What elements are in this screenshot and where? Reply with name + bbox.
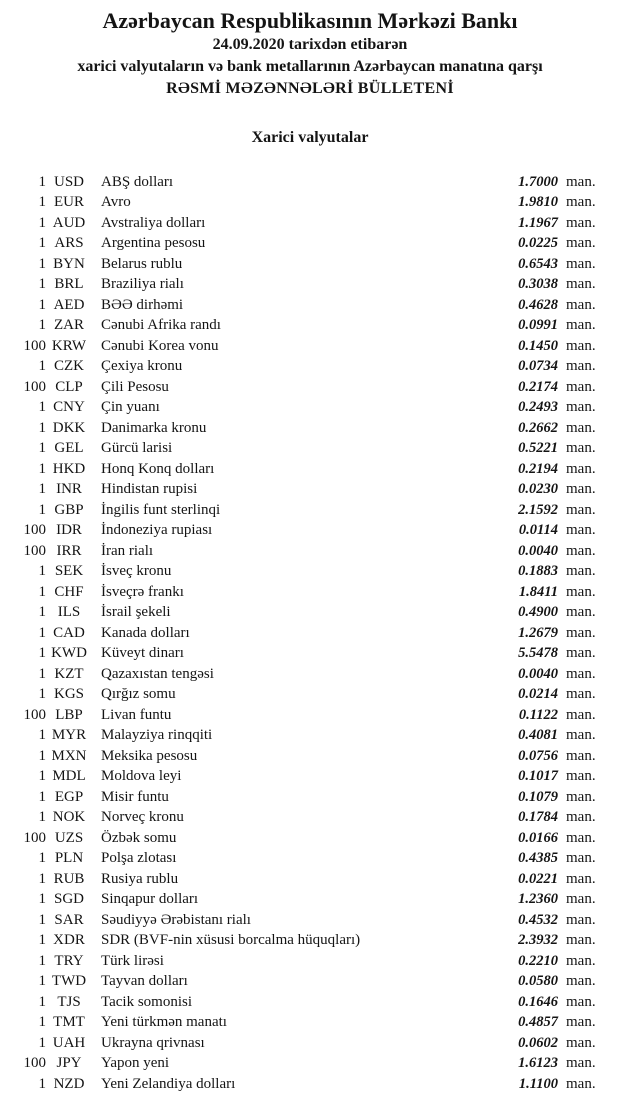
- currency-name: Meksika pesosu: [92, 746, 473, 767]
- currency-rate: 0.1784: [473, 807, 558, 828]
- currency-name: Misir funtu: [92, 787, 473, 808]
- currency-code: USD: [46, 172, 92, 193]
- currency-row: [0, 520, 620, 541]
- currency-unit-label: man.: [558, 807, 620, 828]
- currency-name: İndoneziya rupiası: [92, 520, 473, 541]
- bank-name-title: Azərbaycan Respublikasının Mərkəzi Bankı: [0, 8, 620, 34]
- currency-row: [0, 541, 620, 562]
- currency-rate: 0.0214: [473, 684, 558, 705]
- currency-quantity: 1: [0, 807, 46, 828]
- currency-quantity: 1: [0, 664, 46, 685]
- effective-date-line: 24.09.2020 tarixdən etibarən: [0, 34, 620, 56]
- currency-code: PLN: [46, 848, 92, 869]
- currency-row: [0, 643, 620, 664]
- currency-quantity: 100: [0, 520, 46, 541]
- currency-name: Səudiyyə Ərəbistanı rialı: [92, 910, 473, 931]
- currency-row: [0, 787, 620, 808]
- currency-row: [0, 274, 620, 295]
- currency-unit-label: man.: [558, 725, 620, 746]
- currency-name: Özbək somu: [92, 828, 473, 849]
- currency-rate: 0.0221: [473, 869, 558, 890]
- currency-code: SAR: [46, 910, 92, 931]
- currency-rate: 0.0734: [473, 356, 558, 377]
- currency-code: RUB: [46, 869, 92, 890]
- currency-name: Norveç kronu: [92, 807, 473, 828]
- currency-code: MYR: [46, 725, 92, 746]
- currency-quantity: 100: [0, 336, 46, 357]
- currency-rate: 0.0114: [473, 520, 558, 541]
- currency-quantity: 1: [0, 889, 46, 910]
- currency-unit-label: man.: [558, 889, 620, 910]
- currency-rate: 0.0230: [473, 479, 558, 500]
- currency-quantity: 100: [0, 541, 46, 562]
- currency-quantity: 1: [0, 397, 46, 418]
- exchange-rates-table: [0, 151, 620, 1094]
- currency-unit-label: man.: [558, 274, 620, 295]
- currency-row: [0, 151, 620, 172]
- currency-row: [0, 869, 620, 890]
- currency-code: CLP: [46, 377, 92, 398]
- currency-name: Moldova leyi: [92, 766, 473, 787]
- currency-quantity: 1: [0, 1074, 46, 1094]
- currency-row: [0, 582, 620, 603]
- currency-unit-label: man.: [558, 336, 620, 357]
- currency-unit-label: man.: [558, 233, 620, 254]
- currency-unit-label: man.: [558, 869, 620, 890]
- currency-name: İngilis funt sterlinqi: [92, 500, 473, 521]
- currency-name: Sinqapur dolları: [92, 889, 473, 910]
- currency-code: GEL: [46, 438, 92, 459]
- currency-code: KGS: [46, 684, 92, 705]
- currency-unit-label: man.: [558, 377, 620, 398]
- currency-row: [0, 1033, 620, 1054]
- currency-rate: 0.2174: [473, 377, 558, 398]
- currency-row: [0, 254, 620, 275]
- currency-quantity: 1: [0, 643, 46, 664]
- currency-name: Yeni türkmən manatı: [92, 1012, 473, 1033]
- currency-unit-label: man.: [558, 254, 620, 275]
- currency-row: [0, 459, 620, 480]
- currency-name: Belarus rublu: [92, 254, 473, 275]
- currency-unit-label: man.: [558, 971, 620, 992]
- currency-rate: 0.2662: [473, 418, 558, 439]
- currency-name: Avstraliya dolları: [92, 213, 473, 234]
- currency-row: [0, 315, 620, 336]
- currency-quantity: 1: [0, 295, 46, 316]
- currency-quantity: 1: [0, 992, 46, 1013]
- currency-code: ILS: [46, 602, 92, 623]
- currency-quantity: 100: [0, 828, 46, 849]
- currency-quantity: 1: [0, 869, 46, 890]
- currency-row: [0, 951, 620, 972]
- currency-row: [0, 828, 620, 849]
- currency-quantity: 1: [0, 192, 46, 213]
- currency-name: Çexiya kronu: [92, 356, 473, 377]
- currency-row: [0, 623, 620, 644]
- currency-quantity: 1: [0, 582, 46, 603]
- currency-unit-label: man.: [558, 746, 620, 767]
- currency-unit-label: man.: [558, 602, 620, 623]
- currency-unit-label: man.: [558, 766, 620, 787]
- currency-unit-label: man.: [558, 828, 620, 849]
- currency-code: CNY: [46, 397, 92, 418]
- currency-quantity: 1: [0, 254, 46, 275]
- currency-name: İsrail şekeli: [92, 602, 473, 623]
- currency-name: Honq Konq dolları: [92, 459, 473, 480]
- currency-row: [0, 213, 620, 234]
- currency-unit-label: man.: [558, 705, 620, 726]
- currency-unit-label: man.: [558, 1053, 620, 1074]
- currency-unit-label: man.: [558, 541, 620, 562]
- currency-row: [0, 746, 620, 767]
- currency-unit-label: man.: [558, 520, 620, 541]
- currency-code: IDR: [46, 520, 92, 541]
- currency-rate: 0.1883: [473, 561, 558, 582]
- currency-rate: 0.4532: [473, 910, 558, 931]
- currency-name: SDR (BVF-nin xüsusi borcalma hüquqları): [92, 930, 473, 951]
- currency-name: Küveyt dinarı: [92, 643, 473, 664]
- currency-name: İsveç kronu: [92, 561, 473, 582]
- currency-code: XDR: [46, 930, 92, 951]
- currency-unit-label: man.: [558, 582, 620, 603]
- currency-quantity: 1: [0, 725, 46, 746]
- currency-row: [0, 766, 620, 787]
- currency-name: Hindistan rupisi: [92, 479, 473, 500]
- currency-name: Türk lirəsi: [92, 951, 473, 972]
- currency-name: Yeni Zelandiya dolları: [92, 1074, 473, 1094]
- currency-name: Livan funtu: [92, 705, 473, 726]
- currency-row: [0, 971, 620, 992]
- currency-row: [0, 500, 620, 521]
- currency-row: [0, 192, 620, 213]
- currency-unit-label: man.: [558, 172, 620, 193]
- currency-rate: 0.0580: [473, 971, 558, 992]
- currency-name: Rusiya rublu: [92, 869, 473, 890]
- currency-code: TJS: [46, 992, 92, 1013]
- currency-name: Çin yuanı: [92, 397, 473, 418]
- currency-row: [0, 1012, 620, 1033]
- currency-name: Cənubi Afrika randı: [92, 315, 473, 336]
- currency-rate: 0.0991: [473, 315, 558, 336]
- currency-rate: 1.1967: [473, 213, 558, 234]
- currency-quantity: 1: [0, 848, 46, 869]
- currency-quantity: 1: [0, 787, 46, 808]
- currency-row: [0, 910, 620, 931]
- currency-quantity: 1: [0, 274, 46, 295]
- currency-rate: 1.2360: [473, 889, 558, 910]
- currency-unit-label: man.: [558, 438, 620, 459]
- currency-code: DKK: [46, 418, 92, 439]
- currency-rate: 0.2493: [473, 397, 558, 418]
- currency-code: CHF: [46, 582, 92, 603]
- currency-unit-label: man.: [558, 1012, 620, 1033]
- currency-row: [0, 725, 620, 746]
- currency-name: Tayvan dolları: [92, 971, 473, 992]
- currency-quantity: 1: [0, 910, 46, 931]
- currency-code: TWD: [46, 971, 92, 992]
- currency-unit-label: man.: [558, 1033, 620, 1054]
- currency-name: Avro: [92, 192, 473, 213]
- currency-unit-label: man.: [558, 213, 620, 234]
- currency-row: [0, 602, 620, 623]
- currency-unit-label: man.: [558, 623, 620, 644]
- currency-quantity: 1: [0, 172, 46, 193]
- currency-row: [0, 397, 620, 418]
- currency-code: SEK: [46, 561, 92, 582]
- currency-code: UAH: [46, 1033, 92, 1054]
- currency-name: Gürcü larisi: [92, 438, 473, 459]
- currency-row: [0, 1053, 620, 1074]
- currency-name: Polşa zlotası: [92, 848, 473, 869]
- currency-row: [0, 848, 620, 869]
- currency-unit-label: man.: [558, 479, 620, 500]
- currency-unit-label: man.: [558, 356, 620, 377]
- currency-quantity: 1: [0, 1033, 46, 1054]
- currency-unit-label: man.: [558, 561, 620, 582]
- currency-quantity: 1: [0, 356, 46, 377]
- currency-name: Kanada dolları: [92, 623, 473, 644]
- currency-rate: 0.2194: [473, 459, 558, 480]
- currency-quantity: 1: [0, 233, 46, 254]
- currency-code: KRW: [46, 336, 92, 357]
- currency-rate: 5.5478: [473, 643, 558, 664]
- currency-row: [0, 295, 620, 316]
- currency-quantity: 1: [0, 684, 46, 705]
- currency-rate: 0.0166: [473, 828, 558, 849]
- currency-code: GBP: [46, 500, 92, 521]
- currency-code: KZT: [46, 664, 92, 685]
- currency-name: İsveçrə frankı: [92, 582, 473, 603]
- currency-code: MDL: [46, 766, 92, 787]
- currency-unit-label: man.: [558, 397, 620, 418]
- currency-quantity: 1: [0, 1012, 46, 1033]
- currency-rate: 0.4900: [473, 602, 558, 623]
- currency-unit-label: man.: [558, 500, 620, 521]
- currency-name: Qırğız somu: [92, 684, 473, 705]
- currency-quantity: 100: [0, 705, 46, 726]
- currency-row: [0, 438, 620, 459]
- currency-rate: 0.1017: [473, 766, 558, 787]
- currency-quantity: 1: [0, 438, 46, 459]
- currency-quantity: 1: [0, 500, 46, 521]
- currency-quantity: 1: [0, 746, 46, 767]
- currency-quantity: 1: [0, 213, 46, 234]
- currency-quantity: 1: [0, 479, 46, 500]
- currency-unit-label: man.: [558, 848, 620, 869]
- currency-row: [0, 418, 620, 439]
- currency-code: UZS: [46, 828, 92, 849]
- currency-rate: 0.4857: [473, 1012, 558, 1033]
- currency-name: Ukrayna qrivnası: [92, 1033, 473, 1054]
- currency-code: ARS: [46, 233, 92, 254]
- currency-code: CZK: [46, 356, 92, 377]
- currency-code: CAD: [46, 623, 92, 644]
- currency-unit-label: man.: [558, 295, 620, 316]
- currency-code: KWD: [46, 643, 92, 664]
- currency-name: Cənubi Korea vonu: [92, 336, 473, 357]
- currency-row: [0, 684, 620, 705]
- currency-quantity: 1: [0, 315, 46, 336]
- currency-rate: 0.3038: [473, 274, 558, 295]
- currency-rate: 0.1450: [473, 336, 558, 357]
- currency-name: Yapon yeni: [92, 1053, 473, 1074]
- currency-rate: 0.0040: [473, 541, 558, 562]
- currency-unit-label: man.: [558, 664, 620, 685]
- currency-row: [0, 664, 620, 685]
- currency-rate: 0.0602: [473, 1033, 558, 1054]
- currency-rate: 0.1079: [473, 787, 558, 808]
- currency-rate: 1.6123: [473, 1053, 558, 1074]
- currency-name: Danimarka kronu: [92, 418, 473, 439]
- currency-code: INR: [46, 479, 92, 500]
- currency-rate: 1.9810: [473, 192, 558, 213]
- currency-row: [0, 172, 620, 193]
- currency-rate: 0.4385: [473, 848, 558, 869]
- currency-name: Çili Pesosu: [92, 377, 473, 398]
- currency-unit-label: man.: [558, 192, 620, 213]
- currency-row: [0, 1074, 620, 1094]
- currency-code: EUR: [46, 192, 92, 213]
- currency-unit-label: man.: [558, 315, 620, 336]
- currency-quantity: 1: [0, 971, 46, 992]
- currency-code: TMT: [46, 1012, 92, 1033]
- currency-code: BYN: [46, 254, 92, 275]
- currency-rate: 0.5221: [473, 438, 558, 459]
- currency-quantity: 100: [0, 377, 46, 398]
- currency-rate: 0.1646: [473, 992, 558, 1013]
- currency-unit-label: man.: [558, 459, 620, 480]
- bulletin-header: [0, 0, 620, 100]
- currency-row: [0, 356, 620, 377]
- currency-unit-label: man.: [558, 1074, 620, 1094]
- currency-code: EGP: [46, 787, 92, 808]
- currency-row: [0, 377, 620, 398]
- currency-unit-label: man.: [558, 992, 620, 1013]
- currency-unit-label: man.: [558, 684, 620, 705]
- currency-rate: 0.6543: [473, 254, 558, 275]
- currency-code: AUD: [46, 213, 92, 234]
- currency-code: NZD: [46, 1074, 92, 1094]
- currency-code: MXN: [46, 746, 92, 767]
- currency-unit-label: man.: [558, 643, 620, 664]
- currency-row: [0, 479, 620, 500]
- currency-code: BRL: [46, 274, 92, 295]
- currency-rate: 1.2679: [473, 623, 558, 644]
- currency-rate: 2.1592: [473, 500, 558, 521]
- currency-quantity: 1: [0, 561, 46, 582]
- currency-unit-label: man.: [558, 418, 620, 439]
- currency-rate: 1.7000: [473, 172, 558, 193]
- currency-quantity: 1: [0, 951, 46, 972]
- currency-quantity: 1: [0, 459, 46, 480]
- currency-row: [0, 561, 620, 582]
- currency-rate: 0.0225: [473, 233, 558, 254]
- currency-row: [0, 233, 620, 254]
- currency-rate: 1.8411: [473, 582, 558, 603]
- currency-unit-label: man.: [558, 951, 620, 972]
- currency-code: ZAR: [46, 315, 92, 336]
- currency-row: [0, 889, 620, 910]
- currency-name: Tacik somonisi: [92, 992, 473, 1013]
- currency-quantity: 1: [0, 623, 46, 644]
- bulletin-title: RƏSMİ MƏZƏNNƏLƏRİ BÜLLETENİ: [0, 78, 620, 100]
- currency-code: NOK: [46, 807, 92, 828]
- currency-row: [0, 705, 620, 726]
- currency-quantity: 1: [0, 418, 46, 439]
- bulletin-subtitle: xarici valyutaların və bank metallarının Azərbaycan manatına qarşı: [0, 56, 620, 78]
- currency-rate: 0.0040: [473, 664, 558, 685]
- currency-unit-label: man.: [558, 787, 620, 808]
- currency-unit-label: man.: [558, 930, 620, 951]
- currency-name: Braziliya rialı: [92, 274, 473, 295]
- currency-row: [0, 992, 620, 1013]
- currency-code: JPY: [46, 1053, 92, 1074]
- section-title-foreign-currencies: Xarici valyutalar: [0, 128, 620, 148]
- currency-quantity: 100: [0, 1053, 46, 1074]
- currency-unit-label: man.: [558, 910, 620, 931]
- currency-rate: 0.0756: [473, 746, 558, 767]
- currency-name: Qazaxıstan tengəsi: [92, 664, 473, 685]
- currency-code: TRY: [46, 951, 92, 972]
- currency-rate: 1.1100: [473, 1074, 558, 1094]
- currency-code: LBP: [46, 705, 92, 726]
- currency-code: IRR: [46, 541, 92, 562]
- currency-name: İran rialı: [92, 541, 473, 562]
- currency-quantity: 1: [0, 766, 46, 787]
- currency-name: ABŞ dolları: [92, 172, 473, 193]
- currency-row: [0, 930, 620, 951]
- currency-quantity: 1: [0, 930, 46, 951]
- currency-rate: 0.4081: [473, 725, 558, 746]
- currency-code: HKD: [46, 459, 92, 480]
- currency-row: [0, 336, 620, 357]
- currency-row: [0, 807, 620, 828]
- currency-rate: 0.1122: [473, 705, 558, 726]
- currency-name: Malayziya rinqqiti: [92, 725, 473, 746]
- currency-code: AED: [46, 295, 92, 316]
- currency-name: Argentina pesosu: [92, 233, 473, 254]
- currency-name: BƏƏ dirhəmi: [92, 295, 473, 316]
- currency-rate: 2.3932: [473, 930, 558, 951]
- currency-code: SGD: [46, 889, 92, 910]
- currency-rate: 0.2210: [473, 951, 558, 972]
- currency-rate: 0.4628: [473, 295, 558, 316]
- currency-quantity: 1: [0, 602, 46, 623]
